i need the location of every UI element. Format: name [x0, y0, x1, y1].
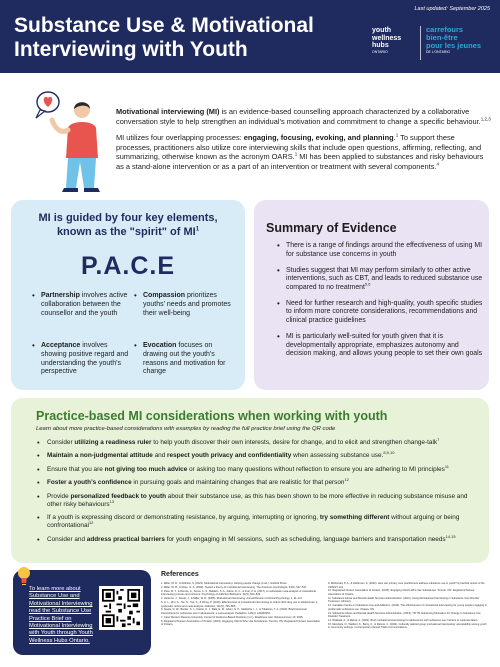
- reference-item: 11. Substance Abuse and Mental Health Services Administration. (2021). Using Motivational Interviewing in Substance Use Disorder Treatment. Advisory.: [328, 596, 480, 604]
- item-emphasis: try something different: [319, 514, 390, 522]
- reference-item: 2. Miller, W. R., & Rose, G. S. (2009). Toward a theory of motivational interviewing. The American psychologist, 64(6), 527–537.: [161, 585, 308, 589]
- intro-text: MI utilizes four overlapping processes:: [116, 133, 244, 143]
- list-item: [277, 265, 484, 293]
- practice-brief-callout: [13, 570, 151, 655]
- citation: 1: [294, 151, 298, 157]
- element-text: involves active collaboration between the counsellor and the youth: [41, 292, 128, 317]
- practice-brief-link[interactable]: To learn more about Substance Use and Motivational Interviewing read the Substance Use Practice Brief on Motivational Interviewing with Youth through Youth Wellness Hubs Ontario.: [29, 586, 93, 644]
- bullet-icon: •: [277, 265, 280, 275]
- practice-card: [11, 398, 489, 563]
- page-title: Substance Use & Motivational Interviewing with Youth: [14, 14, 314, 61]
- reference-item: 14. Dhaliwal, A., & Mehra, A. (2022). Brief motivational interviewing for adolescents with substance use: barriers to implementation.: [328, 618, 479, 622]
- citation: 1: [195, 225, 200, 232]
- references-title: References: [161, 571, 199, 578]
- references-column-right: [328, 582, 488, 630]
- reference-item: 9. McDonald, P. A., & Heffernan, K. (2022). How can primary care practitioners address substance use in youth? A practical review of the CRAFFT tool.: [328, 582, 485, 589]
- item-text: Consider: [47, 439, 75, 446]
- item-emphasis: personalized feedback to youth: [70, 492, 166, 500]
- element-text: prioritizes youths' needs and promotes their well-being: [143, 292, 231, 317]
- intro-text: is an evidence-based counselling approach characterized by a collaborative conversation style to help strengthen an individual’s motivation and commitment to change a specific behaviour.: [116, 107, 481, 126]
- bullet-icon: •: [277, 298, 280, 308]
- list-item: [277, 331, 484, 359]
- item-text: for youth engaging in MI sessions, such as scheduling, language barriers and transportation needs: [164, 535, 446, 543]
- intro-text: MI has been applied to substances and risky behaviours as a stand-alone intervention or as a part of an intervention or treatment with several components.: [116, 152, 484, 171]
- list-item: [37, 477, 479, 488]
- item-text: about their substance use, as this has been shown to be more effective in reducing substance misuse and other risky behaviours: [47, 492, 468, 508]
- bullet-icon: •: [37, 513, 40, 523]
- item-text: when assessing substance use.: [291, 452, 384, 460]
- item-text: or asking too many questions without reflection to ensure you are adhering to MI principles: [187, 465, 445, 473]
- citation: 1,2,3: [480, 116, 491, 122]
- item-text: in pursuing goals and maintaining changes that are realistic for that person: [131, 479, 345, 487]
- logo-text: pour les jeunes: [426, 41, 482, 50]
- logo-text: wellness: [372, 34, 402, 42]
- item-emphasis: not giving too much advice: [104, 465, 188, 473]
- element-term: Evocation: [143, 342, 177, 349]
- pace-element-acceptance: [32, 341, 133, 377]
- bullet-icon: •: [32, 341, 35, 350]
- qr-code[interactable]: [99, 586, 143, 630]
- summary-text: Need for further research and high-quality, youth specific studies to inform more concrete considerations, recommendations and clinical practice guidelines: [286, 299, 483, 324]
- pace-acronym: P.A.C.E: [80, 252, 176, 280]
- bullet-icon: •: [134, 291, 137, 300]
- element-term: Compassion: [143, 292, 186, 299]
- logo-subtext: DE L'ONTARIO: [426, 50, 451, 54]
- pace-element-evocation: [134, 341, 233, 377]
- bullet-icon: •: [37, 478, 40, 488]
- list-item: [37, 463, 479, 474]
- reference-item: 13. Substance Abuse and Mental Health Services Administration. (2019). TIP 35: Enhancing Motivation for Change in Substance Use Disorder Treatment.: [328, 611, 481, 619]
- summary-card: [254, 200, 489, 390]
- reference-item: 1. Miller, W. R., & Rollnick, S. (2023). Motivational interviewing: Helping people change (4 ed.). Guilford Press.: [161, 582, 288, 585]
- item-text: and: [152, 452, 168, 460]
- last-updated: Last updated: September 2025: [414, 6, 490, 12]
- list-item: [37, 436, 479, 447]
- reference-item: 6. Steele, D. W., Becker, S. J., Danko, K. J., Balk, E. M., Adam, G. P., Saldanha, I. J., & Trikalinos, T. A. (2020). Brief behavioral interventions for substance use in adolescents: a meta-analysis. Pediatrics, 146(4), e20200351.: [161, 608, 307, 615]
- pace-card: [11, 200, 245, 390]
- list-item: [37, 450, 479, 461]
- youth-wellness-hubs-logo: [372, 27, 418, 55]
- pace-element-partnership: [32, 291, 133, 318]
- logo-text: carrefours: [426, 25, 464, 34]
- logo-text: bien-être: [426, 33, 458, 42]
- logo-divider: [420, 26, 421, 60]
- summary-list: [277, 241, 484, 366]
- intro-section: [116, 107, 492, 179]
- reference-item: 4. Hettema, J., Steele, J., & Miller, W. R. (2005). Motivational interviewing. Annual Review of Clinical Psychology, 1, 91–111.: [161, 597, 303, 601]
- bullet-icon: •: [277, 241, 280, 250]
- bullet-icon: •: [37, 464, 40, 474]
- practice-subtitle: Learn about more practice-based considerations with examples by reading the full practice brief using the QR code: [36, 426, 336, 432]
- summary-text: There is a range of findings around the effectiveness of using MI for substance use concerns in youth: [286, 242, 482, 258]
- intro-paragraph-2: [116, 133, 492, 171]
- bullet-icon: •: [277, 331, 280, 341]
- list-item: [37, 533, 479, 544]
- header-banner: [0, 0, 500, 73]
- item-emphasis: Foster a youth’s confidence: [47, 479, 132, 487]
- summary-text: Studies suggest that MI may perform similarly to other active interventions, such as CBT, and leads to reduced substance use compared to no treatment: [286, 266, 483, 291]
- summary-title: Summary of Evidence: [266, 221, 397, 235]
- element-text: focuses on drawing out the youth's reasons and motivation for change: [143, 342, 226, 376]
- item-emphasis: respect youth privacy and confidentiality: [167, 452, 292, 460]
- citation: 7: [437, 436, 440, 442]
- references-column-left: [161, 582, 321, 627]
- element-text: involves showing positive regard and understanding the youth's perspective: [41, 342, 129, 376]
- practice-title: Practice-based MI considerations when working with youth: [36, 409, 388, 423]
- logo-subtext: ONTARIO: [372, 49, 388, 54]
- element-term: Partnership: [41, 292, 80, 299]
- citation: 11: [444, 463, 449, 469]
- reference-item: 5. Li, L., Zhu, S., Tse, N., Tse, S., & Wong, P. (2016). Effectiveness of motivational interviewing to reduce illicit drug use in adolescents: a systematic review and meta-analysis. Addiction, 111(5), 795–805.: [161, 601, 318, 608]
- item-emphasis: address practical barriers: [86, 535, 165, 543]
- lightbulb-icon: [17, 566, 31, 586]
- reference-item: 8. Registered Nurses' Association of Ontario. (2015). Engaging Clients Who Use Substances. Toronto, ON: Registered Nurses' Association of Ontario.: [161, 619, 321, 627]
- citation: 1: [395, 132, 399, 138]
- item-emphasis: utilizing a readiness ruler: [74, 439, 152, 446]
- element-term: Acceptance: [41, 342, 81, 349]
- item-text: without arguing or being confrontational: [47, 514, 460, 530]
- list-item: [37, 513, 479, 530]
- pace-element-compassion: [134, 291, 233, 318]
- logo-text: hubs: [372, 42, 389, 49]
- citation: 12: [344, 477, 349, 483]
- pace-title-text: MI is guided by four key elements, known as the "spirit" of MI: [38, 212, 218, 238]
- reference-item: 3. Pace, B. T., & Dembe, A., Soma, C. S., Baldwin, S. A., Atkins, D. C., & Imel, Z. E. (2017). A multivariate meta-analysis of motivational interviewing process and outcome. Psychology of Addictive Behaviors, 31(5), 524–533.: [161, 589, 316, 597]
- intro-paragraph-1: [116, 107, 492, 126]
- item-text: Provide: [47, 492, 71, 500]
- reference-item: 10. Registered Nurses' Association of Ontario. (2015). Engaging Clients Who Use Substances. Toronto, ON: Registered Nurses' Association of Ontario.: [328, 589, 475, 596]
- bullet-icon: •: [134, 341, 137, 350]
- carrefours-logo: [426, 26, 492, 55]
- bullet-icon: •: [37, 491, 40, 501]
- item-text: Ensure that you are: [47, 465, 105, 473]
- intro-text: To support these processes, practitioners also utilize core interviewing skills that include open questions, affirming, reflecting, and summarizing, otherwise known as the acronym OARS.: [116, 133, 482, 162]
- citation: 12: [88, 520, 94, 526]
- citation: 4: [436, 161, 439, 167]
- reference-item: 12. Canadian Centre on Substance Use and Addiction. (2019). The effectiveness of motivational interviewing for young people engaging in problematic substance use. Ottawa, ON.: [328, 604, 487, 611]
- item-emphasis: Maintain a non-judgmental attitude: [47, 452, 153, 460]
- bullet-icon: •: [32, 291, 35, 300]
- bullet-icon: •: [37, 438, 40, 447]
- citation: 8,9,10: [383, 450, 395, 456]
- person-with-heart-illustration: [30, 80, 110, 195]
- practice-list: [37, 436, 479, 549]
- reference-item: 15. Mendoza, N., Walitzer, K., Barry, K., & Ramos, C. (2024). Culturally tailored group motivational interviewing: acceptability among youth in community settings. Contemporary Clinical Trials Communications.: [328, 622, 487, 630]
- intro-text: .: [393, 133, 396, 143]
- list-item: [37, 491, 479, 509]
- item-text: to help youth discover their own interests, desire for change, and to elicit and strengthen change-talk: [151, 439, 438, 446]
- mi-term: Motivational interviewing (MI): [116, 107, 220, 116]
- bullet-icon: •: [37, 451, 40, 461]
- citation: 5,6: [364, 281, 371, 287]
- item-text: If a youth is expressing discord or demonstrating resistance, by arguing, interrupting or ignoring,: [47, 514, 320, 522]
- summary-text: MI is particularly well-suited for youth given that it is developmentally appropriate, emphasizes autonomy and decision making, and allows young people to set their own goals: [286, 332, 483, 358]
- item-text: Consider and: [47, 535, 87, 543]
- processes-term: engaging, focusing, evoking, and planning: [243, 133, 394, 143]
- citation: 13: [109, 498, 114, 504]
- pace-title: [21, 212, 235, 239]
- reference-item: 7. Case Western Reserve University, Center for Evidence-Based Practices (n.d.). Readiness ruler. Retrieved June 10, 2025.: [161, 615, 304, 619]
- bullet-icon: •: [37, 534, 40, 544]
- list-item: [277, 241, 484, 259]
- list-item: [277, 298, 484, 326]
- logo-text: youth: [372, 27, 392, 34]
- citation: 14,15: [445, 533, 456, 539]
